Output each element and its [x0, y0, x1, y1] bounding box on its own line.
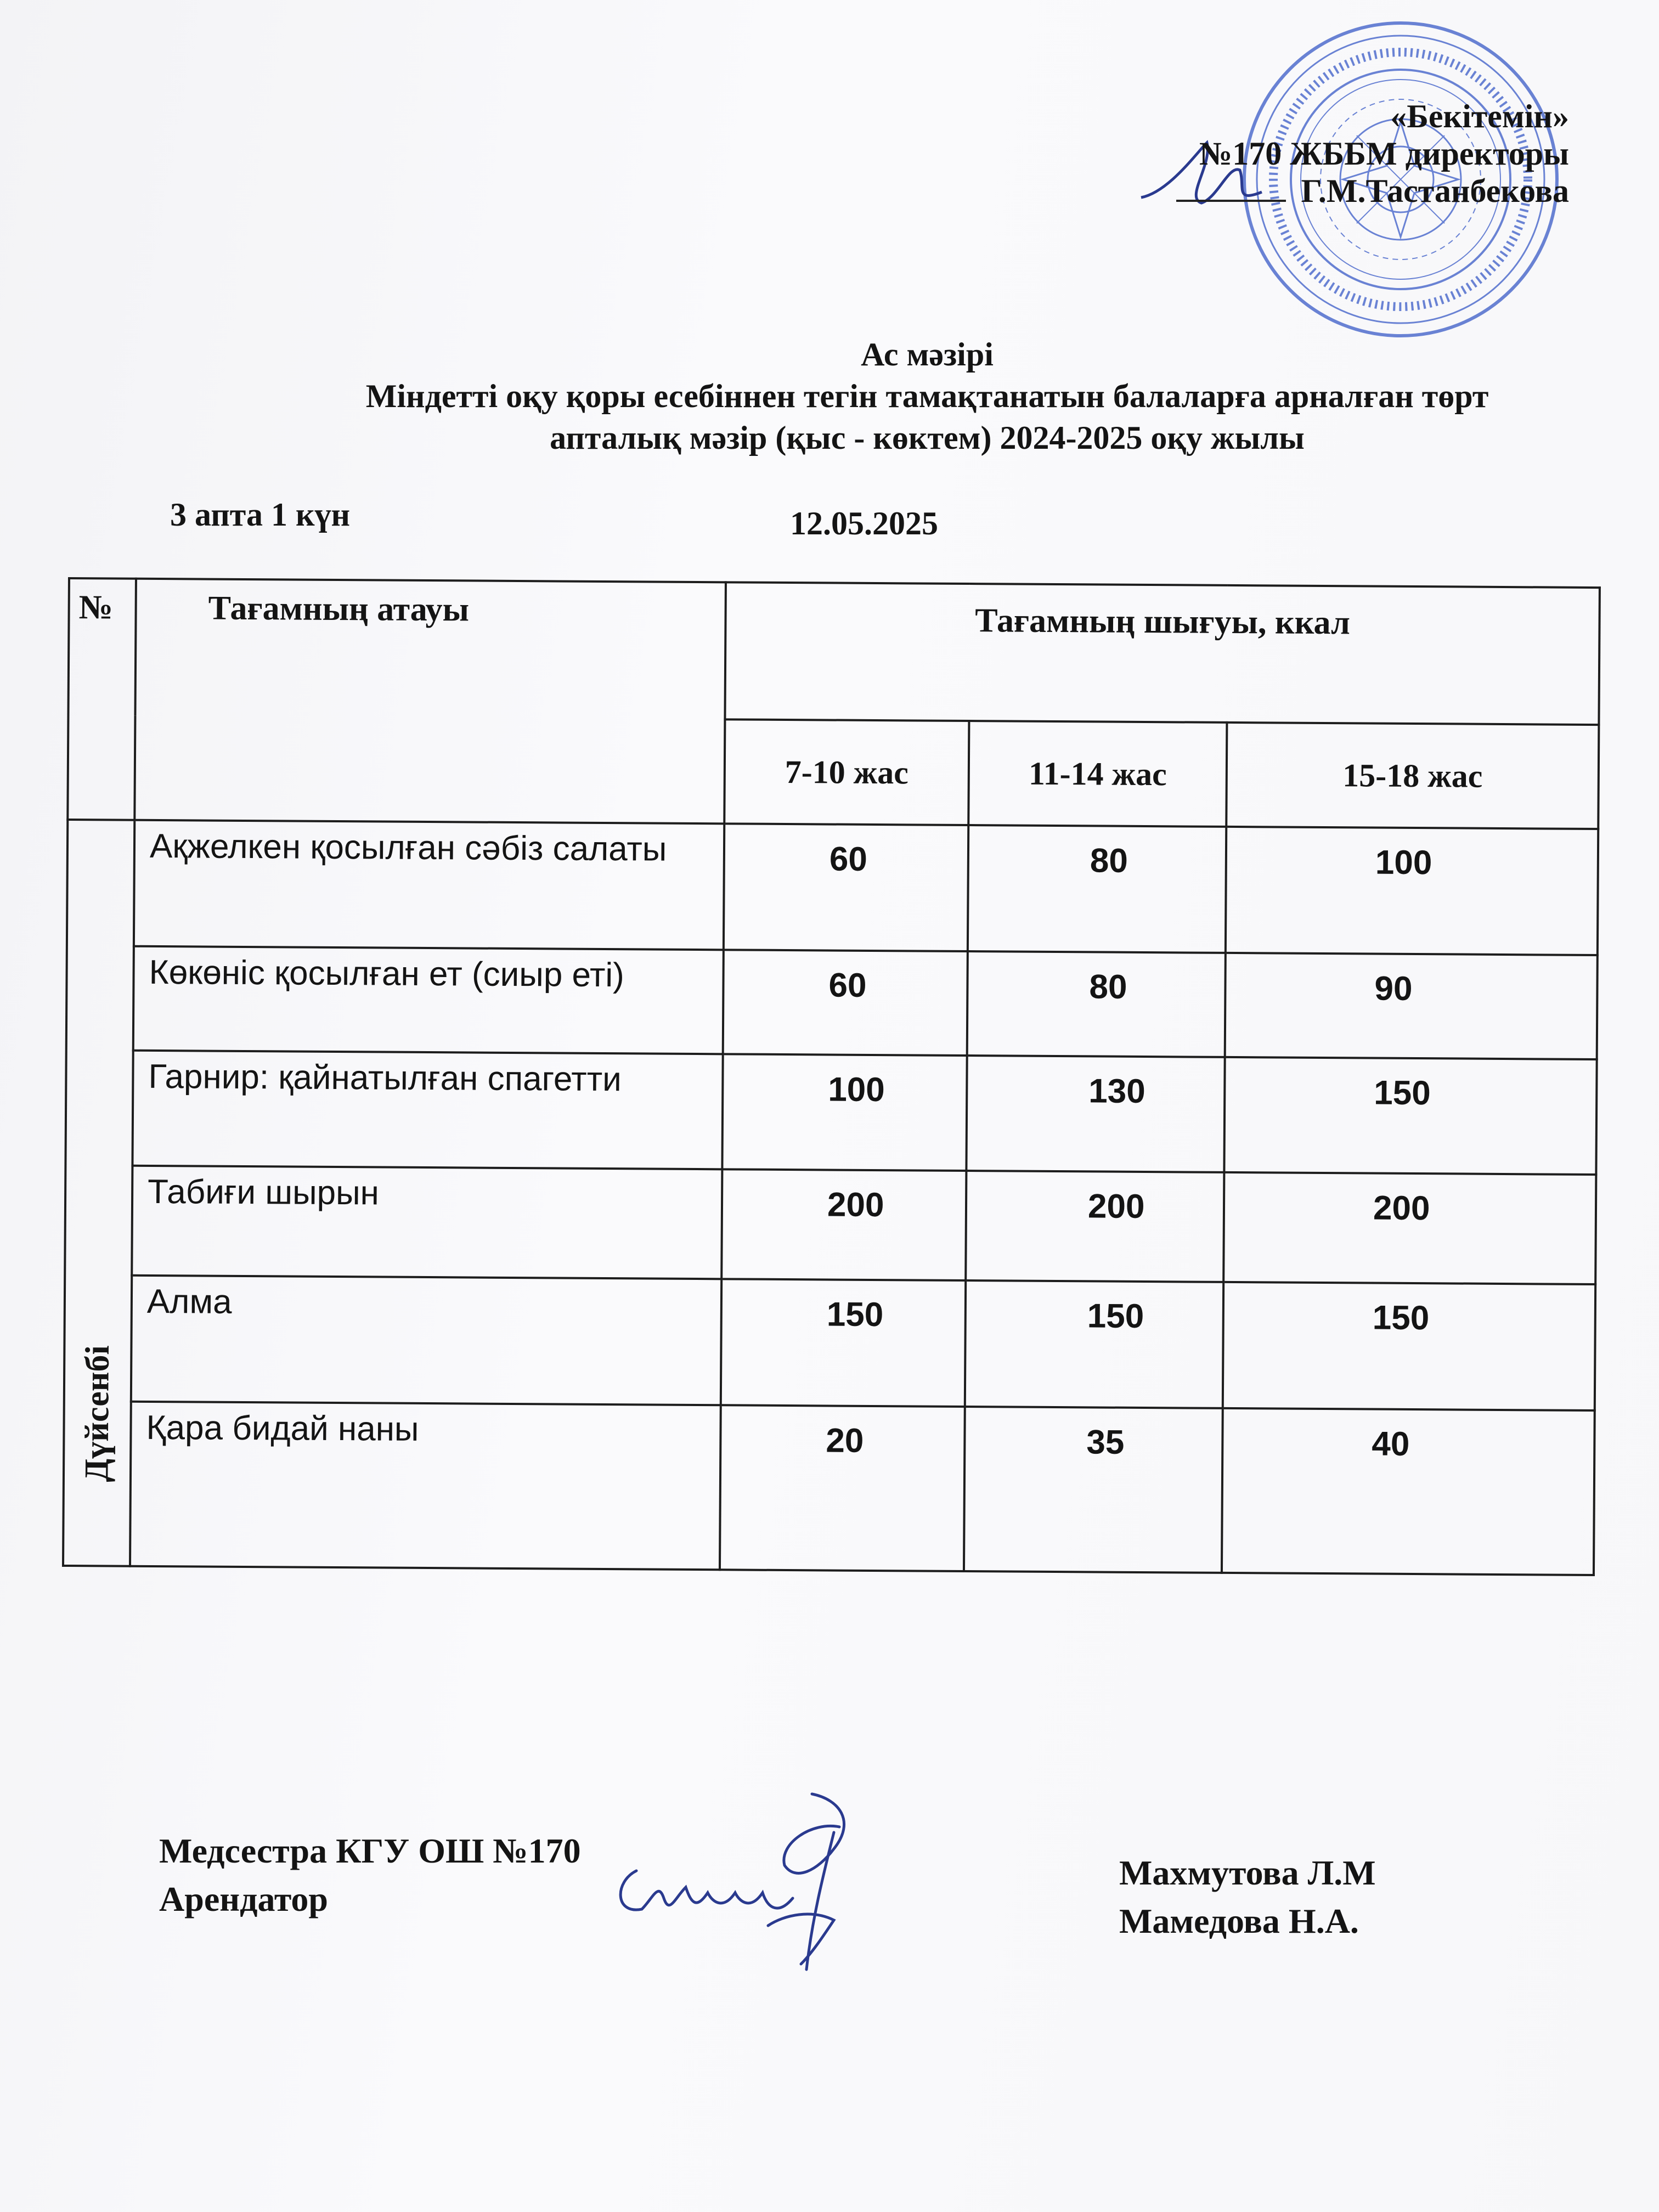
- kcal-11-14: 80: [967, 951, 1226, 1057]
- approval-line-3: [1176, 172, 1570, 210]
- day-cell: [63, 820, 134, 1566]
- footer-right-block: [1119, 1849, 1376, 1945]
- table-header-row: [68, 578, 1599, 725]
- title-line-1: Ас мәзірі: [861, 336, 994, 373]
- kcal-15-18: 40: [1222, 1408, 1595, 1575]
- kcal-11-14: 130: [966, 1056, 1224, 1172]
- table-row: [66, 946, 1598, 1059]
- dish-name: Алма: [131, 1276, 721, 1406]
- kcal-15-18: 90: [1225, 953, 1598, 1059]
- kcal-11-14: 80: [968, 825, 1226, 953]
- age-header-7-10: 7-10 жас: [724, 719, 969, 825]
- kcal-7-10: 60: [723, 950, 968, 1056]
- footer-nurse-name: Махмутова Л.М: [1119, 1853, 1376, 1892]
- footer-signature-icon: [603, 1788, 911, 1986]
- day-label: Дүйсенбі: [78, 1345, 116, 1482]
- age-header-15-18: 15-18 жас: [1226, 723, 1599, 829]
- table-row: [67, 820, 1598, 955]
- table-row: [63, 1401, 1595, 1575]
- footer-left-block: [159, 1827, 581, 1923]
- menu-date: 12.05.2025: [790, 505, 938, 541]
- column-name-header: Тағамның атауы: [134, 579, 726, 824]
- title-line-3: апталық мәзір (қыс - көктем) 2024-2025 оқу жылы: [550, 420, 1305, 456]
- column-number-header: №: [67, 578, 136, 820]
- footer-tenant-name: Мамедова Н.А.: [1119, 1901, 1359, 1940]
- age-header-11-14: 11-14 жас: [968, 721, 1227, 827]
- approval-block: [1176, 98, 1570, 210]
- signature-line: [1176, 200, 1286, 202]
- kcal-7-10: 200: [721, 1169, 966, 1280]
- document-title: [236, 334, 1618, 459]
- kcal-15-18: 100: [1226, 827, 1598, 955]
- menu-table: [62, 577, 1601, 1576]
- kcal-11-14: 35: [964, 1407, 1223, 1573]
- table-row: [65, 1165, 1596, 1284]
- kcal-7-10: 60: [724, 823, 968, 951]
- week-day-label: 3 апта 1 күн: [170, 496, 351, 533]
- dish-name: Ақжелкен қосылған сәбіз салаты: [134, 820, 724, 950]
- dish-name: Көкөніс қосылған ет (сиыр еті): [133, 946, 724, 1054]
- table-row: [64, 1275, 1595, 1410]
- dish-name: Қара бидай наны: [130, 1402, 721, 1570]
- column-output-header: Тағамның шығуы, ккал: [725, 582, 1599, 725]
- title-line-2: Міндетті оқу қоры есебіннен тегін тамақтанатын балаларға арналған төрт: [365, 378, 1489, 414]
- footer-nurse-label: Медсестра КГУ ОШ №170: [159, 1831, 581, 1870]
- dish-name: Гарнир: қайнатылған спагетти: [132, 1051, 723, 1170]
- dish-name: Табиғи шырын: [132, 1166, 722, 1279]
- kcal-15-18: 200: [1223, 1172, 1596, 1284]
- footer-tenant-label: Арендатор: [159, 1880, 328, 1918]
- table-row: [65, 1050, 1596, 1175]
- kcal-7-10: 20: [720, 1405, 965, 1571]
- approval-line-2: №170 ЖББМ директоры: [1199, 136, 1569, 172]
- kcal-15-18: 150: [1223, 1282, 1595, 1410]
- kcal-7-10: 100: [722, 1054, 967, 1171]
- approval-line-1: «Бекітемін»: [1390, 98, 1569, 134]
- kcal-7-10: 150: [721, 1279, 966, 1407]
- kcal-11-14: 150: [965, 1280, 1223, 1408]
- kcal-11-14: 200: [966, 1171, 1224, 1282]
- kcal-15-18: 150: [1224, 1057, 1596, 1175]
- director-name: Г.М.Тастанбекова: [1301, 173, 1569, 209]
